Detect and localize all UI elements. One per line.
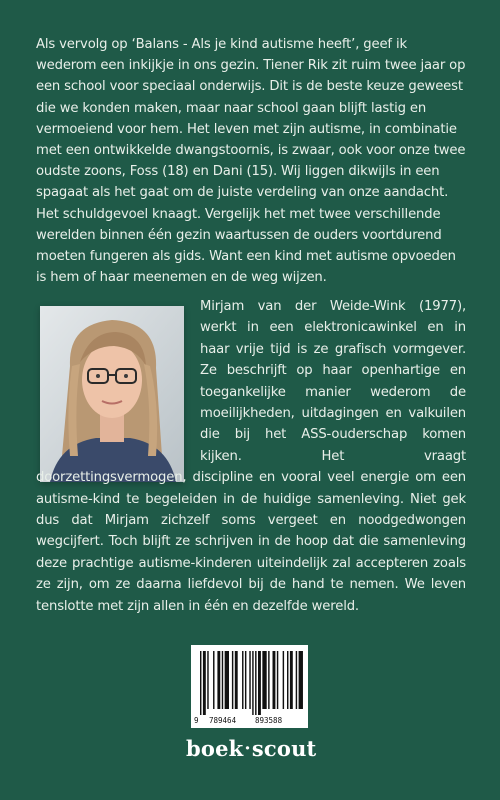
barcode-bar: [222, 651, 223, 709]
author-bio-text: Mirjam van der Weide-Wink (1977), werkt in een elektronicawinkel en in haar vrije tijd is ze grafisch vormgever. Ze beschrijft op haar openhartige en toegankelijke manier wederom de moeilijkheden, uitdagingen en valkuilen die bij het ASS-ouderschap komen kijken. Het vraagt doorzettingsvermogen, discipline en vooral veel energie om een autisme-kind te begeleiden in de huidige samenleving. Niet gek dus dat Mirjam zichzelf soms vergeet en noodgedwongen wegcijfert. Toch blijft ze schrijven in de hoop dat die samenleving deze prachtige autisme-kinderen uiteindelijk zal accepteren zoals ze zijn, om ze daarna liefdevol bij de hand te nemen. We leven tenslotte met zijn allen in één en dezelfde wereld.: [36, 299, 466, 614]
barcode-bar: [273, 651, 276, 709]
barcode-bar: [255, 651, 256, 715]
author-bio: [36, 296, 466, 617]
isbn-left-digits: 789464: [209, 716, 237, 725]
barcode-bar: [287, 651, 288, 709]
barcode-bar: [268, 651, 269, 709]
barcode-bar: [245, 651, 246, 709]
barcode-bar: [299, 651, 303, 709]
barcode-bar: [232, 651, 233, 709]
barcode-bar: [225, 651, 229, 709]
isbn-first-digit: 9: [194, 716, 199, 725]
barcode-bar: [262, 651, 266, 709]
barcode-bar: [217, 651, 220, 709]
photo-spacer: [36, 296, 200, 466]
barcode-bar: [200, 651, 201, 715]
barcode-bar: [252, 651, 253, 715]
isbn-barcode: [191, 645, 308, 728]
barcode-bar: [249, 651, 250, 709]
barcode-bars: [191, 645, 308, 717]
barcode-bar: [242, 651, 243, 709]
barcode-bar: [258, 651, 261, 715]
barcode-bar: [213, 651, 214, 709]
barcode-bar: [296, 651, 297, 709]
barcode-bar: [207, 651, 208, 709]
barcode-bar: [203, 651, 206, 715]
barcode-bar: [235, 651, 238, 709]
barcode-bar: [277, 651, 278, 709]
publisher-logo-dot: ·: [244, 738, 251, 759]
barcode-bar: [290, 651, 293, 709]
isbn-right-digits: 893588: [255, 716, 283, 725]
publisher-logo-part1: boek: [186, 736, 244, 761]
publisher-logo: [186, 736, 317, 761]
barcode-bar: [283, 651, 284, 709]
publisher-logo-part2: scout: [251, 736, 317, 761]
back-cover-blurb: Als vervolg op ‘Balans - Als je kind autisme heeft’, geef ik wederom een inkijkje in ons gezin. Tiener Rik zit ruim twee jaar op een school voor speciaal onderwijs. Dit is de beste keuze geweest die we konden maken, maar naar school gaan blijft lastig en vermoeiend voor hem. Het leven met zijn autisme, in combinatie met een ontwikkelde dwangstoornis, is zwaar, ook voor onze twee oudste zoons, Foss (18) en Dani (15). Wij liggen dikwijls in een spagaat als het gaat om de juiste verdeling van onze aandacht. Het schuldgevoel knaagt. Vergelijk het met twee verschillende werelden binnen één gezin waartussen de ouders voortdurend moeten fungeren als gids. Want een kind met autisme opvoeden is hem of haar meenemen en de weg wijzen.: [36, 37, 466, 286]
